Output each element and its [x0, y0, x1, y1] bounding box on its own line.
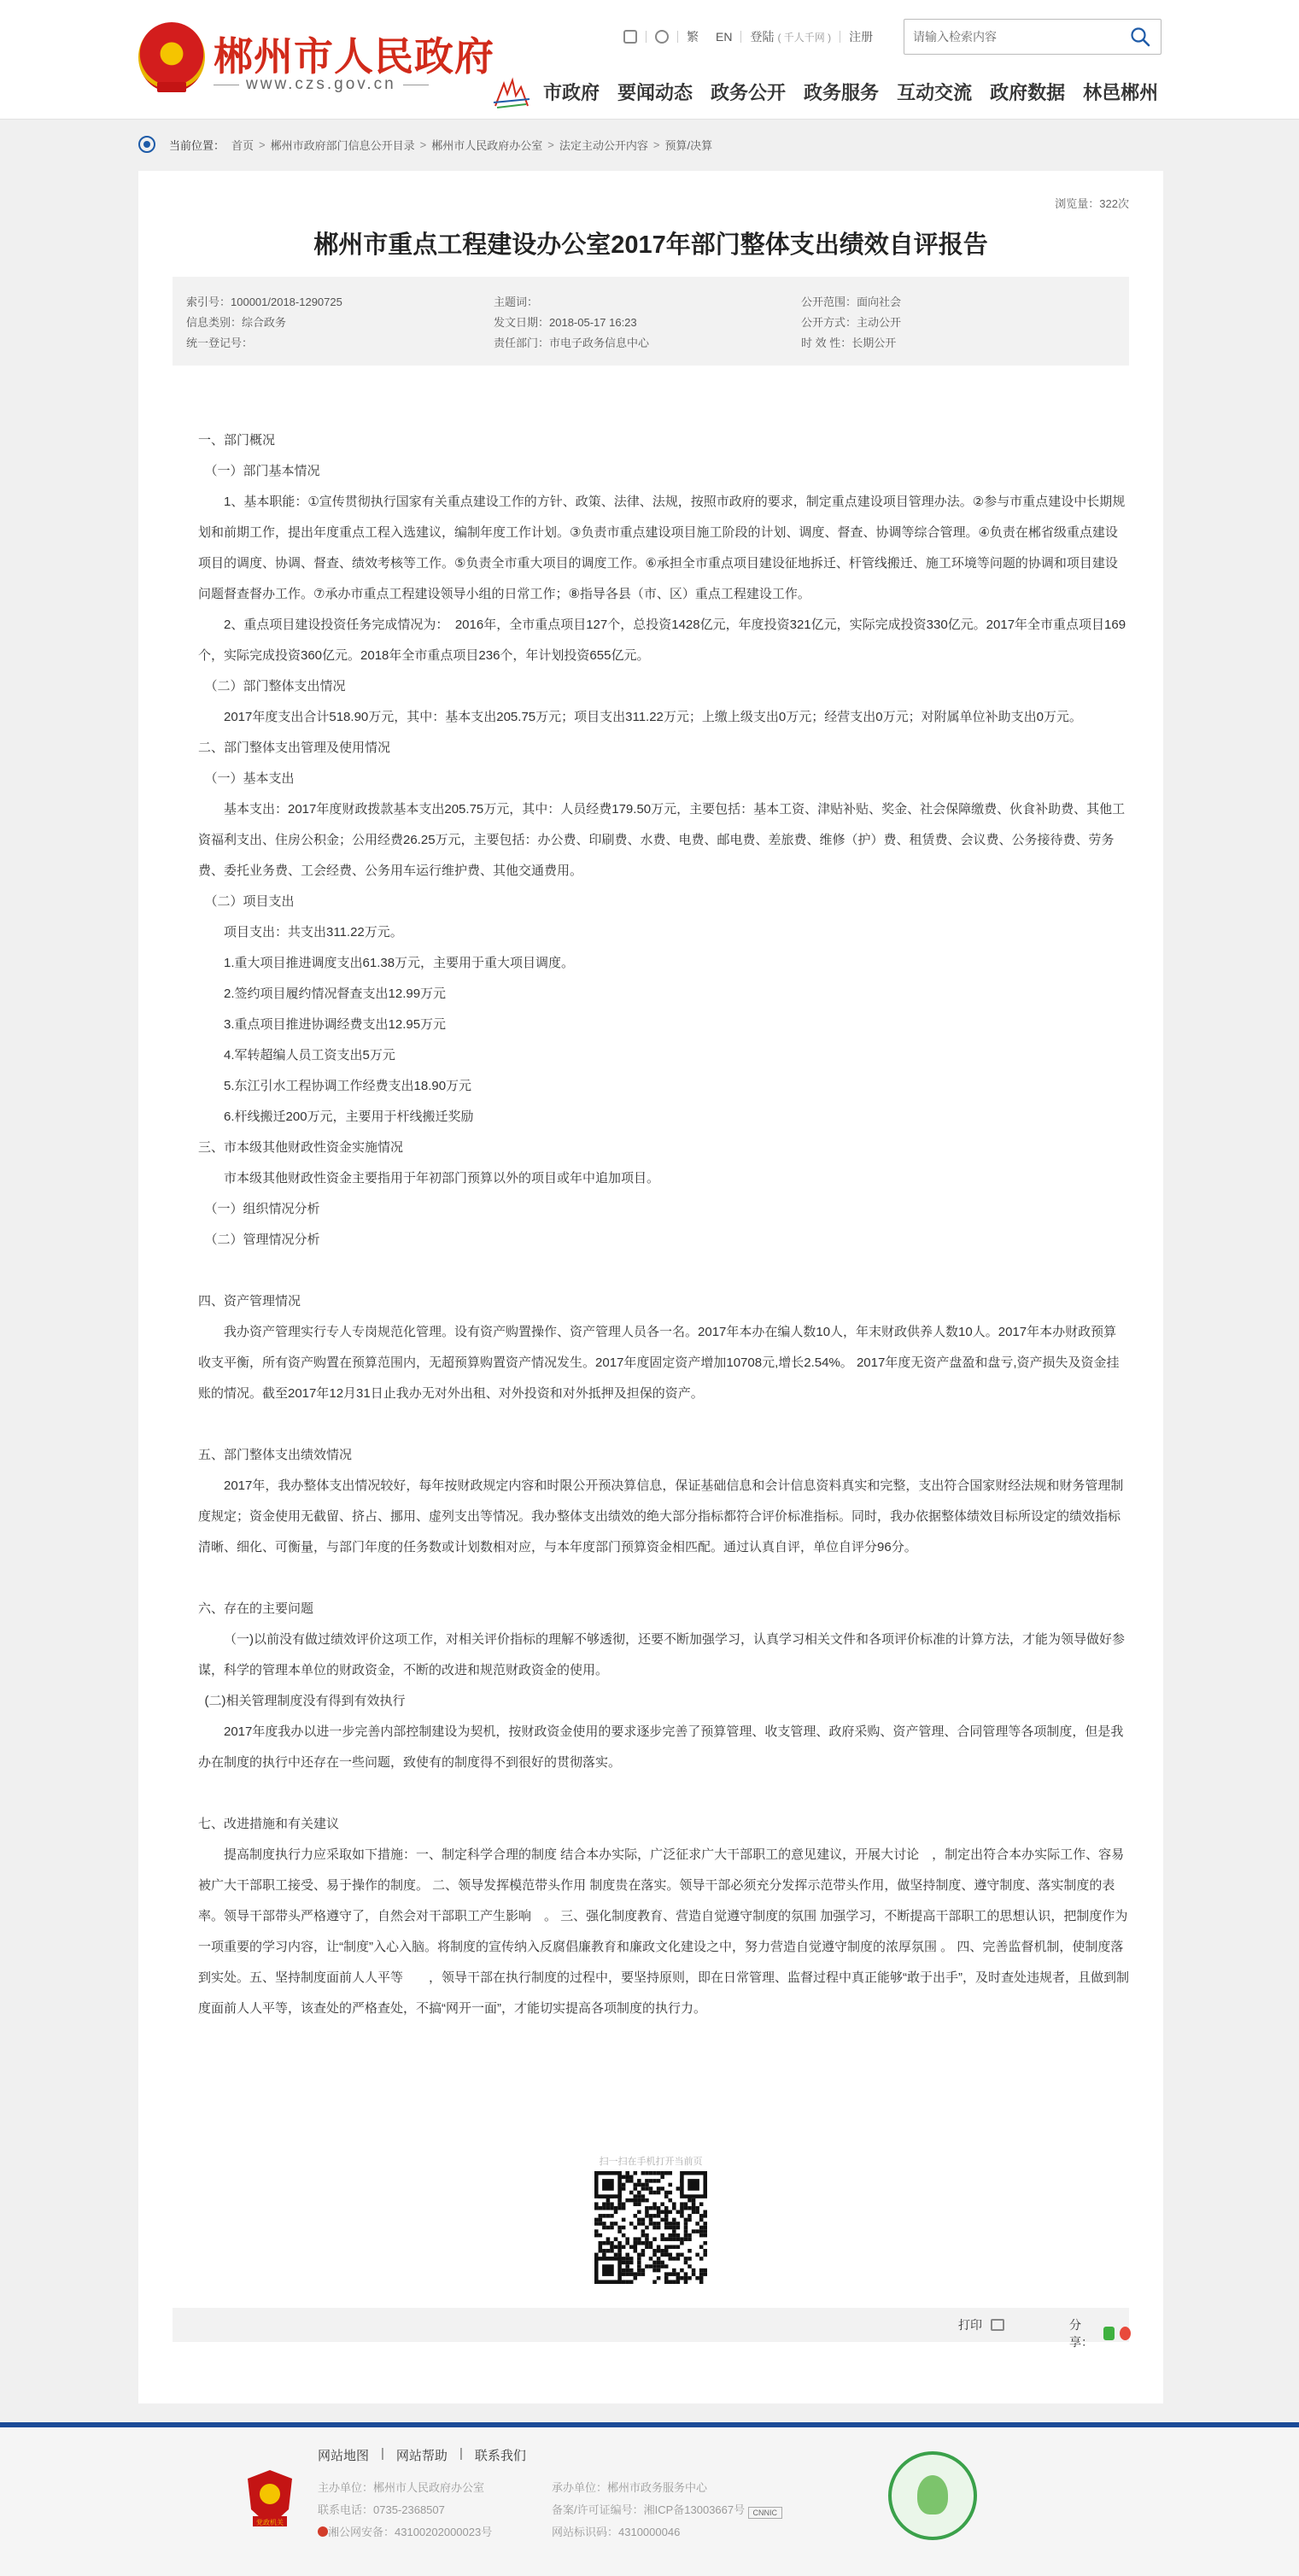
paragraph: 四、资产管理情况	[198, 1294, 301, 1308]
paragraph: 1、基本职能：①宣传贯彻执行国家有关重点建设工作的方针、政策、法律、法规，按照市政府的要求，制定重点建设项目管理办法。②参与市重点建设中长期规划和前期工作，提出年度重点工程入选建议，编制年度工作计划。③负责市重点建设项目施工阶段的计划、调度、督查、协调等综合管理。④负责在郴省级重点建设项目的调度、协调、督查、绩效考核等工作。⑤负责全市重大项目的调度工作。⑥承担全市重点项目建设征地拆迁、杆管线搬迁、施工环境等问题的协调和项目建设问题督查督办工作。⑦承办市重点工程建设领导小组的日常工作；⑧指导各县（市、区）重点工程建设工作。	[198, 495, 1126, 601]
paragraph: 6.杆线搬迁200万元，主要用于杆线搬迁奖励	[224, 1109, 474, 1124]
login-note: ( 千人千网 )	[777, 31, 832, 44]
paragraph: 4.军转超编人员工资支出5万元	[224, 1048, 395, 1063]
breadcrumb-separator: >	[259, 138, 266, 151]
top-toolbar	[615, 26, 881, 48]
paragraph: 五、部门整体支出绩效情况	[198, 1448, 353, 1462]
accessibility-button[interactable]	[615, 30, 646, 44]
meta-row	[186, 313, 1129, 333]
paragraph: 3.重点项目推进协调经费支出12.95万元	[224, 1017, 447, 1032]
police-badge-icon	[318, 2526, 328, 2537]
nav-item-linyi-chenzhou[interactable]: 林邑郴州	[1083, 82, 1159, 103]
breadcrumb-home[interactable]: 首页	[231, 138, 255, 152]
footer-icp[interactable]	[552, 2499, 782, 2521]
article-body	[198, 425, 1129, 2024]
breadcrumb	[138, 133, 712, 155]
nav-item-government-services[interactable]: 政务服务	[804, 82, 880, 103]
meta-department: 责任部门：市电子政务信息中心	[494, 337, 650, 349]
share-group	[1069, 2316, 1131, 2351]
print-button[interactable]	[958, 2316, 1004, 2333]
footer-police-record[interactable]	[318, 2521, 492, 2544]
traditional-chinese-link[interactable]: 繁	[687, 30, 699, 44]
nav-item-news[interactable]: 要闻动态	[617, 82, 693, 103]
search-icon[interactable]	[1130, 26, 1150, 47]
qr-code-icon	[593, 2169, 709, 2286]
meta-registration: 统一登记号：	[186, 337, 254, 349]
nav-item-city-government[interactable]: 市政府	[543, 82, 600, 103]
party-government-badge-icon[interactable]	[244, 2468, 295, 2530]
paragraph: (二)相关管理制度没有得到有效执行	[204, 1694, 406, 1708]
paragraph: （一）组织情况分析	[204, 1202, 320, 1216]
paragraph-spacer	[198, 1409, 1129, 1440]
paragraph-spacer	[198, 1778, 1129, 1809]
meta-category: 信息类别：综合政务	[186, 316, 287, 329]
breadcrumb-label: 当前位置：	[169, 138, 225, 152]
paragraph: 三、市本级其他财政性资金实施情况	[198, 1140, 404, 1155]
print-label: 打印	[958, 2318, 982, 2332]
weibo-icon[interactable]	[1120, 2327, 1131, 2340]
breadcrumb-separator: >	[419, 138, 427, 151]
paragraph: （二）部门整体支出情况	[204, 679, 346, 694]
meta-row	[186, 333, 1129, 354]
english-link[interactable]: EN	[716, 30, 733, 44]
nav-decoration-icon	[492, 77, 531, 109]
paragraph: 我办资产管理实行专人专岗规范化管理。设有资产购置操作、资产管理人员各一名。2017年本办在编人数10人，年末财政供养人数10人。2017年本办财政预算收支平衡，所有资产购置在预算范围内，无超预算购置资产情况发生。2017年度固定资产增加10708元,增长2.54%。 2017年度无资产盘盈和盘亏,资产损失及资金挂账的情况。截至2017年12月31日止我办无对外出租、对外投资和对外抵押及担保的资产。	[198, 1325, 1120, 1401]
nav-item-government-data[interactable]: 政府数据	[990, 82, 1066, 103]
meta-date: 发文日期：2018-05-17 16:23	[494, 316, 637, 329]
footer-info-left	[318, 2477, 492, 2544]
meta-validity: 时 效 性：长期公开	[801, 337, 897, 349]
login-label: 登陆	[750, 30, 775, 44]
paragraph: （二）项目支出	[204, 894, 295, 909]
person-icon	[655, 30, 669, 44]
paragraph: 六、存在的主要问题	[198, 1601, 314, 1616]
paragraph: （二）管理情况分析	[204, 1232, 320, 1247]
paragraph: 七、改进措施和有关建议	[198, 1817, 340, 1831]
article-title: 郴州市重点工程建设办公室2017年部门整体支出绩效自评报告	[313, 231, 988, 259]
main-nav	[543, 79, 1158, 105]
paragraph: 一、部门概况	[198, 433, 276, 448]
meta-scope: 公开范围：面向社会	[801, 296, 902, 308]
paragraph: （一)以前没有做过绩效评价这项工作，对相关评价指标的理解不够透彻，还要不断加强学习，认真学习相关文件和各项评价标准的计算方法，才能为领导做好参谋，科学的管理本单位的财政资金，不断的改进和规范财政资金的使用。	[198, 1632, 1126, 1677]
meta-keywords: 主题词：	[494, 296, 539, 308]
footer-organizer: 承办单位：郴州市政务服务中心	[552, 2481, 708, 2494]
elder-mode-button[interactable]	[647, 30, 677, 44]
breadcrumb-disclosure[interactable]: 法定主动公开内容	[559, 138, 648, 152]
footer-help-link[interactable]: 网站帮助	[395, 2449, 448, 2463]
paragraph-spacer	[198, 1256, 1129, 1286]
site-url: www.czs.gov.cn	[246, 75, 396, 93]
paragraph: 基本支出：2017年度财政拨款基本支出205.75万元，其中：人员经费179.50万元，主要包括：基本工资、津贴补贴、奖金、社会保障缴费、伙食补助费、其他工资福利支出、住房公积金；公用经费26.25万元，主要包括：办公费、印刷费、水费、电费、邮电费、差旅费、维修（护）费、租赁费、会议费、公务接待费、劳务费、委托业务费、工会经费、公务用车运行维护费、其他交通费用。	[198, 802, 1126, 878]
civilized-website-badge-icon[interactable]	[888, 2451, 977, 2540]
footer-info-right	[552, 2477, 782, 2544]
site-footer	[0, 2422, 1299, 2576]
meta-method: 公开方式：主动公开	[801, 316, 902, 329]
nav-item-government-affairs[interactable]: 政务公开	[711, 82, 787, 103]
footer-phone: 联系电话：0735-2368507	[318, 2503, 445, 2516]
breadcrumb-separator: >	[547, 138, 554, 151]
national-emblem-icon	[138, 22, 205, 92]
article-card	[138, 171, 1163, 2403]
site-name: 郴州市人民政府	[214, 33, 494, 79]
site-logo[interactable]	[138, 22, 497, 99]
paragraph: 项目支出：共支出311.22万元。	[224, 925, 403, 940]
paragraph: 二、部门整体支出管理及使用情况	[198, 741, 391, 755]
breadcrumb-catalog[interactable]: 郴州市政府部门信息公开目录	[270, 138, 415, 152]
paragraph: （一）基本支出	[204, 771, 295, 786]
paragraph: 1.重大项目推进调度支出61.38万元，主要用于重大项目调度。	[224, 956, 575, 970]
meta-index-number: 索引号：100001/2018-1290725	[186, 296, 342, 308]
search-box	[904, 19, 1161, 55]
footer-police-text: 湘公网安备：43100202000023号	[328, 2526, 493, 2538]
paragraph: 2、重点项目建设投资任务完成情况为： 2016年，全市重点项目127个，总投资1428亿元，年度投资321亿元，实际完成投资330亿元。2017年全市重点项目169个，实际完成投资360亿元。2018年全市重点项目236个，年计划投资655亿元。	[198, 618, 1126, 663]
qr-section	[593, 2154, 709, 2294]
breadcrumb-separator: >	[652, 138, 660, 151]
search-input[interactable]	[913, 20, 1118, 54]
login-link[interactable]	[741, 28, 840, 45]
wechat-icon[interactable]	[1103, 2327, 1115, 2340]
paragraph: 市本级其他财政性资金主要指用于年初部门预算以外的项目或年中追加项目。	[224, 1171, 660, 1186]
footer-contact-link[interactable]: 联系我们	[474, 2449, 526, 2463]
paragraph: 2017年度支出合计518.90万元，其中：基本支出205.75万元；项目支出311.22万元；上缴上级支出0万元；经营支出0万元；对附属单位补助支出0万元。	[224, 710, 1082, 724]
footer-links	[318, 2446, 538, 2464]
paragraph-spacer	[198, 1563, 1129, 1594]
article-actions	[173, 2308, 1129, 2349]
breadcrumb-office[interactable]: 郴州市人民政府办公室	[431, 138, 543, 152]
paragraph: 2017年度我办以进一步完善内部控制建设为契机，按财政资金使用的要求逐步完善了预算管理、收支管理、政府采购、资产管理、合同管理等各项制度，但是我办在制度的执行中还存在一些问题，致使有的制度得不到很好的贯彻落实。	[198, 1724, 1124, 1770]
paragraph: 5.东江引水工程协调工作经费支出18.90万元	[224, 1079, 472, 1093]
meta-row	[186, 292, 1129, 313]
accessibility-icon	[623, 30, 637, 44]
qr-tip: 扫一扫在手机打开当前页	[599, 2157, 703, 2167]
paragraph: （一）部门基本情况	[204, 464, 320, 478]
view-count: 浏览量：322次	[1055, 197, 1129, 210]
footer-site-code: 网站标识码：4310000046	[552, 2526, 681, 2538]
badge-text: 党政机关	[256, 2519, 284, 2526]
printer-icon	[991, 2319, 1004, 2331]
paragraph: 2017年，我办整体支出情况较好，每年按财政规定内容和时限公开预决算信息，保证基础信息和会计信息资料真实和完整，支出符合国家财经法规和财务管理制度规定；资金使用无截留、挤占、挪用、虚列支出等情况。我办整体支出绩效的绝大部分指标都符合评价标准指标。同时，我办依据整体绩效目标所设定的绩效指标清晰、细化、可衡量，与部门年度的任务数或计划数相对应，与本年度部门预算资金相匹配。通过认真自评，单位自评分96分。	[198, 1478, 1124, 1554]
breadcrumb-budget[interactable]: 预算/决算	[664, 138, 713, 152]
location-icon	[138, 136, 155, 153]
cnnic-icon: CNNIC	[748, 2507, 782, 2519]
nav-item-interaction[interactable]: 互动交流	[897, 82, 973, 103]
article-meta	[173, 277, 1129, 366]
paragraph: 提高制度执行力应采取如下措施：一、制定科学合理的制度 结合本办实际，广泛征求广大干部职工的意见建议，开展大讨论 ，制定出符合本办实际工作、容易被广大干部职工接受、易于操作的制度。 二、领导发挥模范带头作用 制度贵在落实。领导干部必须充分发挥示范带头作用，做坚持制度、遵守制度、落实制度的表率。领导干部带头严格遵守了，自然会对干部职工产生影响 。 三、强化制度教育、营造自觉遵守制度的氛围 加强学习，不断提高干部职工的思想认识，把制度作为一项重要的学习内容，让“制度”入心入脑。将制度的宣传纳入反腐倡廉教育和廉政文化建设之中，努力营造自觉遵守制度的浓厚氛围 。 四、完善监督机制，使制度落到实处。五、坚持制度面前人人平等 ，领导干部在执行制度的过程中，要坚持原则，即在日常管理、监督过程中真正能够“敢于出手”，及时查处违规者，且做到制度面前人人平等，该查处的严格查处，不搞“网开一面”，才能切实提高各项制度的执行力。	[198, 1847, 1129, 2016]
register-link[interactable]: 注册	[849, 30, 874, 44]
share-label: 分享：	[1069, 2318, 1093, 2349]
footer-icp-text: 备案/许可证编号：湘ICP备13003667号	[552, 2503, 746, 2516]
site-header	[0, 0, 1299, 120]
paragraph: 2.签约项目履约情况督查支出12.99万元	[224, 986, 447, 1001]
footer-sitemap-link[interactable]: 网站地图	[318, 2449, 370, 2463]
footer-host: 主办单位：郴州市人民政府办公室	[318, 2481, 485, 2494]
divider: |	[459, 2446, 463, 2461]
divider: |	[381, 2446, 384, 2461]
